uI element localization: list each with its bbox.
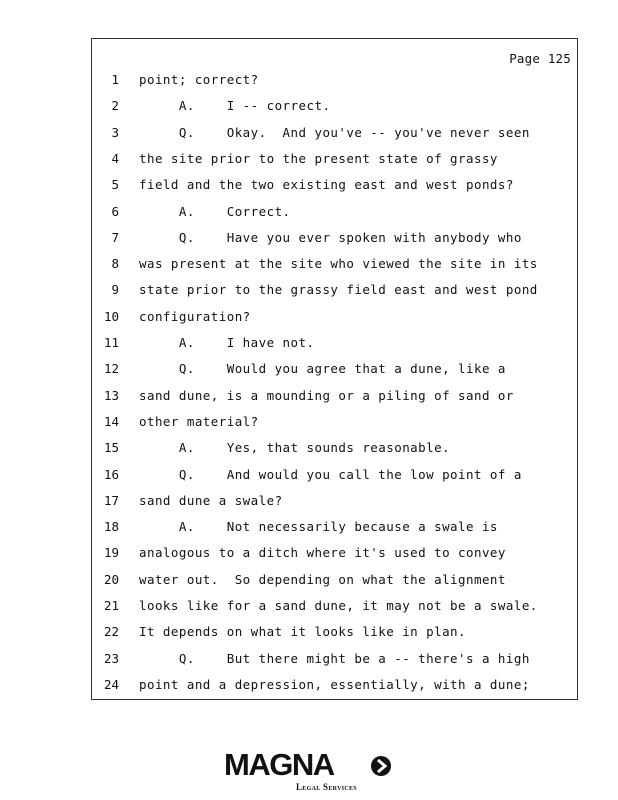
line-text: the site prior to the present state of grassy [139,150,498,166]
line-number: 2 [111,98,119,114]
logo-subtitle: Legal Services [296,782,357,792]
line-number: 23 [103,650,119,666]
line-number: 10 [103,308,119,324]
line-text: other material? [139,413,259,429]
line-text: field and the two existing east and west ponds? [139,177,514,193]
transcript-line [92,596,577,616]
line-text: A. Correct. [139,203,291,219]
line-text: state prior to the grassy field east and west pond [139,282,538,298]
transcript-line [92,649,577,669]
transcript-line [92,70,577,90]
transcript-line [92,123,577,143]
line-number: 21 [103,598,119,613]
line-text: A. Not necessarily because a swale is [139,519,498,535]
line-number: 6 [111,203,119,219]
line-number: 1 [111,72,119,87]
line-number: 8 [111,256,119,272]
line-number: 18 [103,519,119,535]
line-text: looks like for a sand dune, it may not be a swale. [139,598,538,613]
line-number: 19 [103,545,119,561]
line-text: water out. So depending on what the alignment [139,571,506,587]
transcript-line [92,96,577,116]
line-text: Q. And would you call the low point of a [139,466,522,482]
line-number: 14 [103,413,119,429]
line-text: A. I have not. [139,335,315,350]
transcript-line [92,254,577,274]
transcript-line [92,517,577,537]
line-text: sand dune, is a mounding or a piling of sand or [139,387,514,403]
logo-wordmark: MAGNA [224,747,334,782]
line-text: point and a depression, essentially, with a dune; [139,676,530,692]
page-number: Page 125 [509,51,571,66]
transcript-line [92,491,577,511]
transcript-page [91,38,578,700]
transcript-line [92,202,577,222]
line-text: point; correct? [139,72,259,87]
line-number: 5 [111,177,119,193]
chevron-right-circle-icon [370,755,392,777]
line-text: It depends on what it looks like in plan. [139,624,467,640]
line-text: was present at the site who viewed the site in its [139,256,538,272]
line-number: 3 [111,124,119,140]
transcript-line [92,175,577,195]
line-number: 9 [111,282,119,298]
transcript-line [92,543,577,563]
transcript-line [92,412,577,432]
transcript-line [92,228,577,248]
line-text: Q. Okay. And you've -- you've never seen [139,124,530,140]
line-number: 12 [103,361,119,377]
transcript-line [92,307,577,327]
transcript-line [92,622,577,642]
transcript-line [92,280,577,300]
line-number: 7 [111,229,119,245]
line-number: 22 [103,624,119,640]
line-number: 11 [103,335,119,350]
line-number: 13 [103,387,119,403]
transcript-line [92,570,577,590]
transcript-line [92,149,577,169]
transcript-line [92,465,577,485]
transcript-line [92,675,577,695]
line-text: sand dune a swale? [139,492,283,508]
line-text: Q. But there might be a -- there's a high [139,650,530,666]
line-number: 16 [103,466,119,482]
line-number: 24 [103,676,119,692]
line-text: configuration? [139,308,251,324]
line-text: A. I -- correct. [139,98,331,114]
line-text: analogous to a ditch where it's used to convey [139,545,506,561]
line-text: Q. Have you ever spoken with anybody who [139,229,522,245]
line-number: 17 [103,492,119,508]
line-number: 20 [103,571,119,587]
line-text: A. Yes, that sounds reasonable. [139,440,451,456]
transcript-line [92,386,577,406]
line-number: 15 [103,440,119,456]
transcript-line [92,359,577,379]
transcript-line [92,438,577,458]
line-number: 4 [111,150,119,166]
magna-logo [224,748,396,792]
transcript-line [92,333,577,353]
line-text: Q. Would you agree that a dune, like a [139,361,506,377]
